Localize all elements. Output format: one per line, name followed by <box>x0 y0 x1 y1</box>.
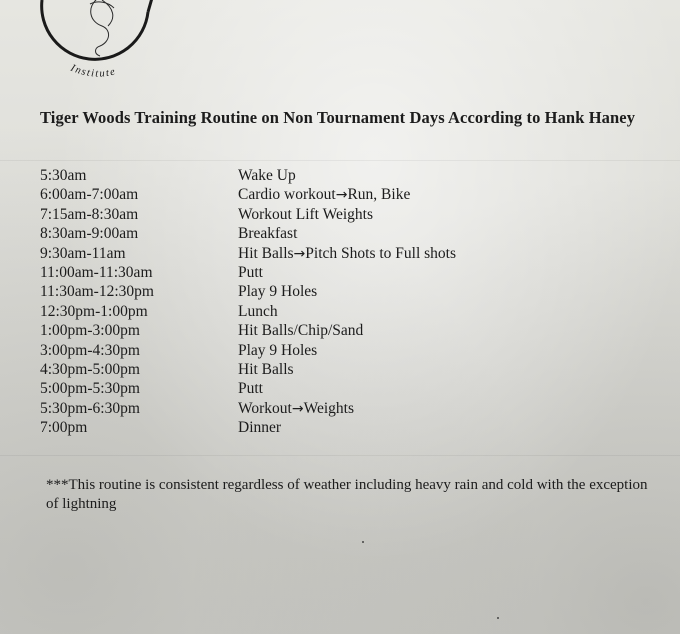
schedule-time: 7:15am-8:30am <box>40 205 139 223</box>
schedule-activity <box>238 263 263 282</box>
schedule-activity <box>238 244 456 264</box>
schedule-row <box>40 360 456 379</box>
schedule-row <box>40 263 456 282</box>
schedule-time: 4:30pm-5:00pm <box>40 360 140 378</box>
schedule-time: 9:30am-11am <box>40 244 126 262</box>
schedule-row <box>40 244 456 263</box>
activity-detail: Run, Bike <box>347 186 411 204</box>
arrow-right-icon: → <box>335 187 348 204</box>
schedule-activity <box>238 302 278 321</box>
schedule-time: 12:30pm-1:00pm <box>40 302 148 320</box>
schedule-activity <box>238 399 354 419</box>
schedule-activity <box>238 282 317 301</box>
paper-speck <box>497 617 499 619</box>
schedule-time: 1:00pm-3:00pm <box>40 322 140 340</box>
schedule-activity <box>238 185 410 205</box>
activity-text: Hit Balls <box>238 360 294 378</box>
schedule-row <box>40 185 456 204</box>
schedule-time: 6:00am-7:00am <box>40 186 139 204</box>
paper-fold-line <box>0 160 680 161</box>
schedule-time: 7:00pm <box>40 419 88 437</box>
schedule-time: 5:30am <box>40 167 87 184</box>
arrow-right-icon: → <box>293 245 306 262</box>
schedule-time: 5:00pm-5:30pm <box>40 380 140 398</box>
schedule-row <box>40 399 456 418</box>
activity-text: Wake Up <box>238 167 296 184</box>
activity-detail: Weights <box>303 399 355 417</box>
schedule-row <box>40 418 456 437</box>
footnote: ***This routine is consistent regardless of weather including heavy rain and cold with the exception of lightning <box>46 477 648 512</box>
activity-text: Hit Balls <box>238 244 294 262</box>
activity-text: Breakfast <box>238 225 298 243</box>
schedule-time: 11:00am-11:30am <box>40 263 153 281</box>
schedule-row <box>40 321 456 340</box>
logo-text: Institute <box>68 62 118 80</box>
activity-text: Lunch <box>238 302 278 320</box>
schedule-activity <box>238 418 281 437</box>
paper-speck <box>362 541 364 543</box>
schedule-time: 8:30am-9:00am <box>40 225 139 243</box>
schedule-activity <box>238 341 317 360</box>
activity-text: Putt <box>238 263 263 281</box>
schedule-activity <box>238 379 263 398</box>
activity-text: Play 9 Holes <box>238 341 318 359</box>
activity-text: Dinner <box>238 419 282 437</box>
document-title: Tiger Woods Training Routine on Non Tournament Days According to Hank Haney <box>40 108 636 127</box>
activity-text: Play 9 Holes <box>238 283 318 301</box>
paper-fold-line <box>0 455 680 456</box>
activity-detail: Pitch Shots to Full shots <box>305 244 457 262</box>
schedule-row <box>40 224 456 243</box>
schedule-row <box>40 282 456 301</box>
schedule-time: 5:30pm-6:30pm <box>40 399 140 417</box>
schedule-time: 11:30am-12:30pm <box>40 283 154 301</box>
schedule-row <box>40 205 456 224</box>
activity-text: Hit Balls/Chip/Sand <box>238 322 364 340</box>
activity-text: Workout Lift Weights <box>238 205 373 223</box>
schedule-activity <box>238 321 363 340</box>
schedule-list <box>40 166 456 437</box>
activity-text: Workout <box>238 399 292 417</box>
schedule-row <box>40 166 456 185</box>
schedule-row <box>40 341 456 360</box>
arrow-right-icon: → <box>291 400 304 417</box>
schedule-row <box>40 302 456 321</box>
schedule-activity <box>238 224 297 243</box>
schedule-activity <box>238 205 373 224</box>
schedule-activity <box>238 166 296 185</box>
activity-text: Cardio workout <box>238 186 336 204</box>
schedule-activity <box>238 360 294 379</box>
schedule-row <box>40 379 456 398</box>
activity-text: Putt <box>238 380 263 398</box>
institute-logo <box>28 0 168 90</box>
schedule-time: 3:00pm-4:30pm <box>40 341 140 359</box>
